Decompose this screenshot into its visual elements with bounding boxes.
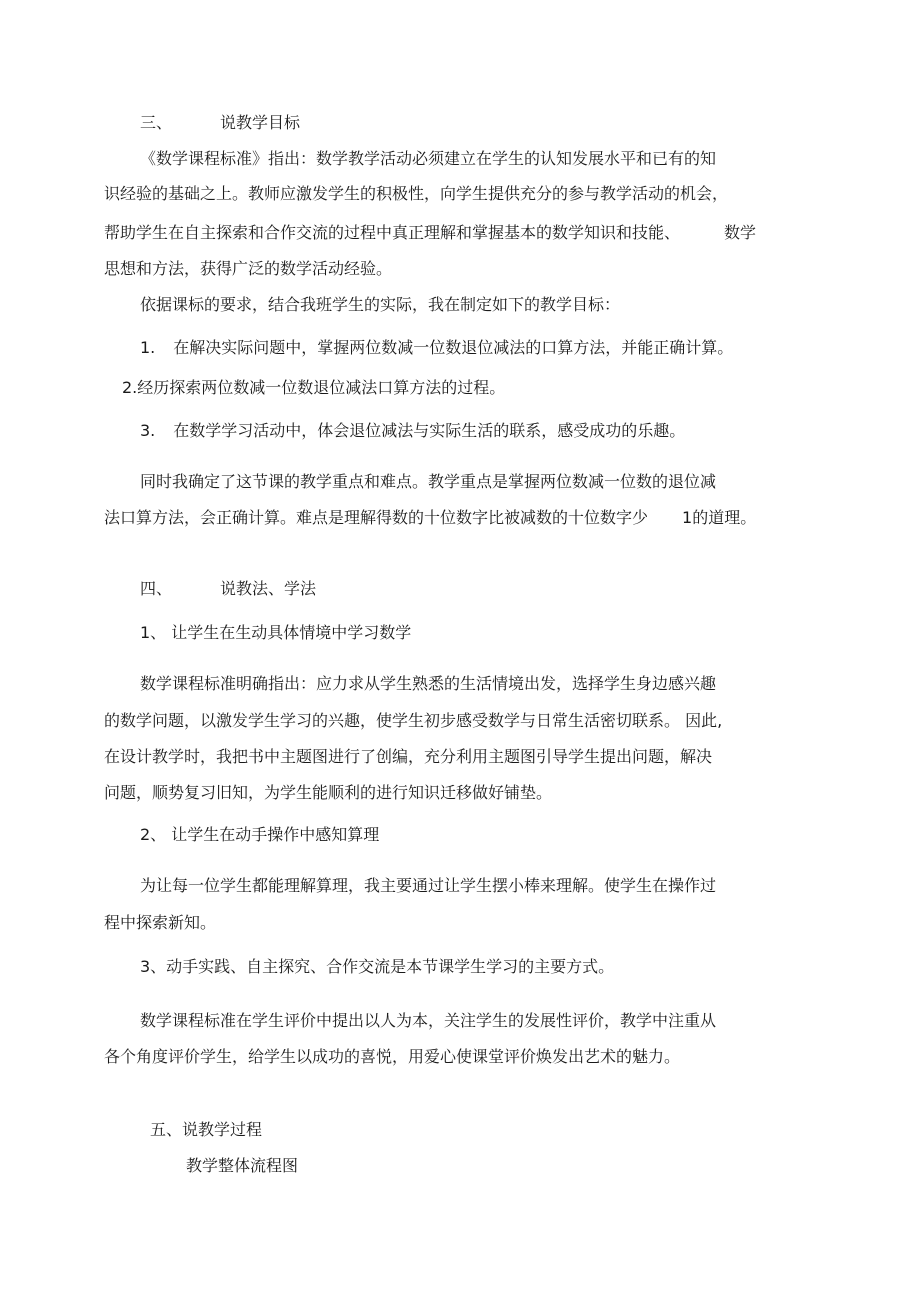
goal-number: 1. bbox=[140, 338, 156, 357]
paragraph-line: 依据课标的要求，结合我班学生的实际，我在制定如下的教学目标： bbox=[140, 295, 621, 314]
paragraph-line: 为让每一位学生都能理解算理，我主要通过让学生摆小棒来理解。使学生在操作过 bbox=[140, 876, 717, 895]
subsection-heading: 3、动手实践、自主探究、合作交流是本节课学生学习的主要方式。 bbox=[140, 957, 615, 976]
section-4-title: 说教法、学法 bbox=[220, 579, 317, 598]
section-3-title: 说教学目标 bbox=[220, 113, 301, 132]
goal-text: 在解决实际问题中，掌握两位数减一位数退位减法的口算方法，并能正确计算。 bbox=[173, 338, 734, 357]
paragraph-line: 数学课程标准明确指出：应力求从学生熟悉的生活情境出发，选择学生身边感兴趣 bbox=[140, 674, 717, 693]
paragraph-segment: 1的道理。 bbox=[682, 508, 757, 527]
paragraph-segment: 帮助学生在自主探索和合作交流的过程中真正理解和掌握基本的数学知识和技能、 bbox=[104, 223, 681, 242]
paragraph-line: 《数学课程标准》指出：数学教学活动必须建立在学生的认知发展水平和已有的知 bbox=[140, 149, 717, 168]
goal-item-2: 2.经历探索两位数减一位数退位减法口算方法的过程。 bbox=[122, 378, 506, 397]
goal-text: 在数学学习活动中，体会退位减法与实际生活的联系，感受成功的乐趣。 bbox=[173, 421, 686, 440]
paragraph-line: 程中探索新知。 bbox=[104, 913, 217, 932]
section-4-heading bbox=[140, 578, 316, 600]
paragraph-line: 数学课程标准在学生评价中提出以人为本，关注学生的发展性评价，教学中注重从 bbox=[140, 1011, 717, 1030]
subsection-heading: 2、 让学生在动手操作中感知算理 bbox=[140, 825, 380, 844]
paragraph-line: 同时我确定了这节课的教学重点和难点。教学重点是掌握两位数减一位数的退位减 bbox=[140, 472, 717, 491]
paragraph-line: 的数学问题，以激发学生学习的兴趣，使学生初步感受数学与日常生活密切联系。 因此, bbox=[104, 711, 723, 730]
paragraph-line bbox=[104, 507, 756, 529]
section-3-number: 三、 bbox=[140, 113, 173, 132]
paragraph-line: 思想和方法，获得广泛的数学活动经验。 bbox=[104, 259, 393, 278]
section-4-number: 四、 bbox=[140, 579, 173, 598]
paragraph-line: 问题，顺势复习旧知，为学生能顺利的进行知识迁移做好铺垫。 bbox=[104, 783, 553, 802]
paragraph-segment: 法口算方法，会正确计算。难点是理解得数的十位数字比被减数的十位数字少 bbox=[104, 508, 649, 527]
flowchart-caption: 教学整体流程图 bbox=[186, 1156, 299, 1175]
section-5-heading: 五、说教学过程 bbox=[150, 1120, 263, 1139]
goal-item-1 bbox=[140, 337, 733, 359]
paragraph-line: 各个角度评价学生，给学生以成功的喜悦，用爱心使课堂评价焕发出艺术的魅力。 bbox=[104, 1047, 681, 1066]
subsection-heading: 1、 让学生在生动具体情境中学习数学 bbox=[140, 623, 412, 642]
paragraph-line: 识经验的基础之上。教师应激发学生的积极性，向学生提供充分的参与教学活动的机会， bbox=[104, 184, 729, 203]
goal-number: 3. bbox=[140, 421, 156, 440]
goal-item-3 bbox=[140, 420, 685, 442]
paragraph-segment: 数学 bbox=[724, 223, 757, 242]
paragraph-line bbox=[104, 222, 756, 244]
paragraph-line: 在设计教学时，我把书中主题图进行了创编，充分利用主题图引导学生提出问题，解决 bbox=[104, 747, 713, 766]
section-3-heading bbox=[140, 112, 300, 134]
